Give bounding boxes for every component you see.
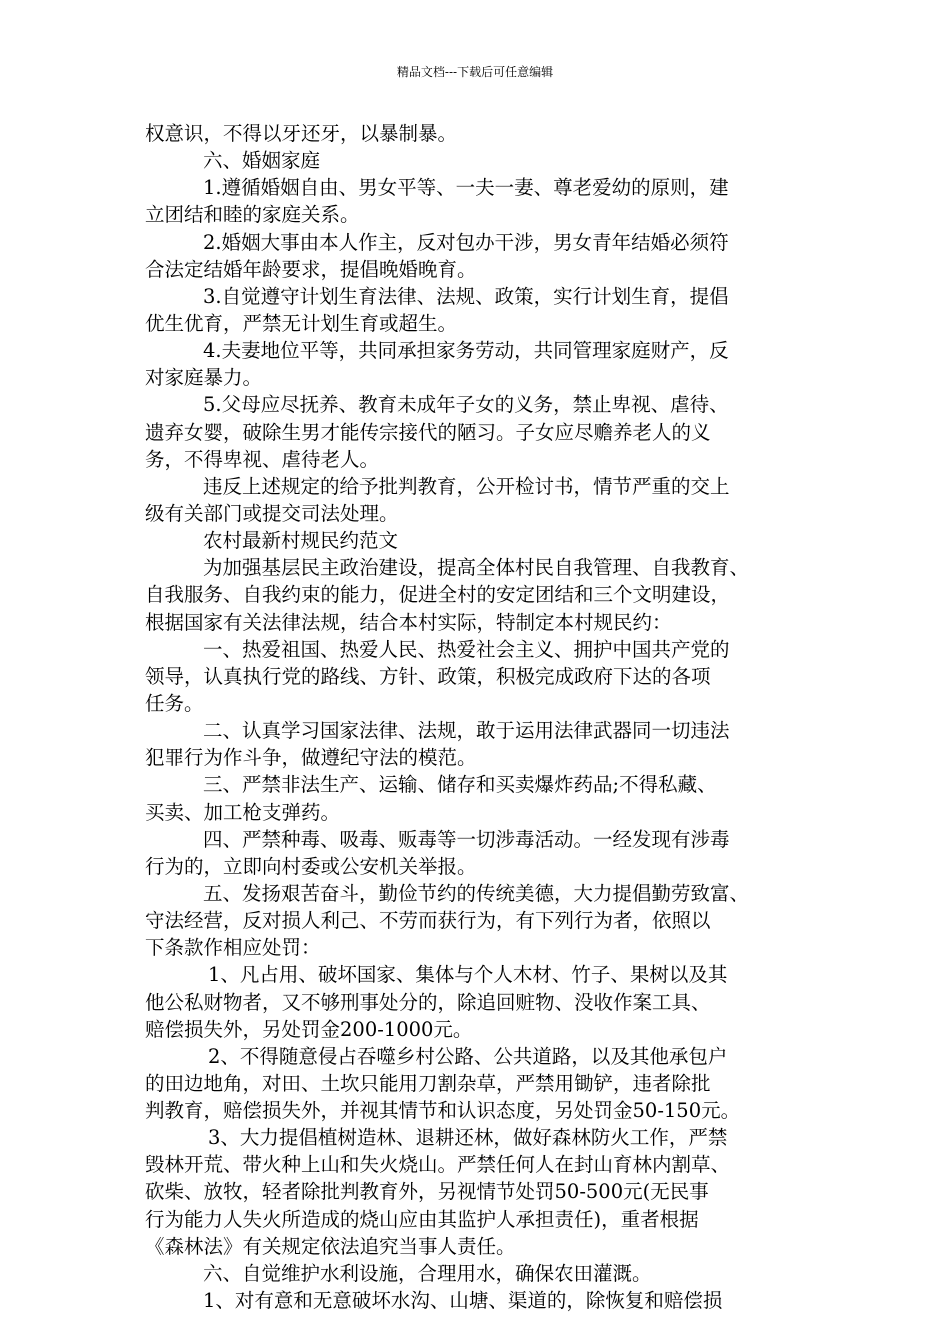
text-line: 任务。	[145, 691, 204, 715]
text-line: 行为能力人失火所造成的烧山应由其监护人承担责任)，重者根据	[145, 1207, 699, 1231]
text-line: 2.婚姻大事由本人作主，反对包办干涉，男女青年结婚必须符	[203, 230, 729, 254]
text-line: 下条款作相应处罚：	[145, 936, 321, 960]
text-line: 为加强基层民主政治建设，提高全体村民自我管理、自我教育、	[203, 556, 750, 580]
text-line: 买卖、加工枪支弹药。	[145, 800, 341, 824]
text-line: 优生优育，严禁无计划生育或超生。	[145, 311, 458, 335]
text-line: 犯罪行为作斗争，做遵纪守法的模范。	[145, 746, 477, 770]
text-line: 5.父母应尽抚养、教育未成年子女的义务，禁止卑视、虐待、	[203, 393, 729, 417]
text-line: 守法经营，反对损人利己、不劳而获行为，有下列行为者，依照以	[145, 909, 711, 933]
text-line: 他公私财物者，又不够刑事处分的，除追回赃物、没收作案工具、	[145, 990, 711, 1014]
text-line: 违反上述规定的给予批判教育，公开检讨书，情节严重的交上	[203, 474, 730, 498]
text-line: 对家庭暴力。	[145, 366, 263, 390]
text-line: 根据国家有关法律法规，结合本村实际，特制定本村规民约：	[145, 610, 672, 634]
text-line: 1.遵循婚姻自由、男女平等、一夫一妻、尊老爱幼的原则，建	[203, 176, 729, 200]
text-line: 五、发扬艰苦奋斗，勤俭节约的传统美德，大力提倡勤劳致富、	[203, 881, 750, 905]
text-line: 领导，认真执行党的路线、方针、政策，积极完成政府下达的各项	[145, 664, 711, 688]
text-line: 农村最新村规民约范文	[203, 529, 399, 553]
text-line: 2、不得随意侵占吞噬乡村公路、公共道路，以及其他承包户	[208, 1044, 728, 1068]
text-line: 的田边地角，对田、土坎只能用刀割杂草，严禁用锄铲，违者除批	[145, 1071, 711, 1095]
text-line: 3、大力提倡植树造林、退耕还林，做好森林防火工作，严禁	[208, 1126, 728, 1150]
text-line: 4.夫妻地位平等，共同承担家务劳动，共同管理家庭财产，反	[203, 339, 729, 363]
text-line: 立团结和睦的家庭关系。	[145, 203, 360, 227]
text-line: 六、婚姻家庭	[203, 149, 321, 173]
text-line: 行为的，立即向村委或公安机关举报。	[145, 854, 477, 878]
text-line: 权意识，不得以牙还牙，以暴制暴。	[145, 122, 458, 145]
document-body	[145, 120, 805, 1314]
text-line: 赔偿损失外，另处罚金200-1000元。	[145, 1017, 473, 1041]
text-line: 3.自觉遵守计划生育法律、法规、政策，实行计划生育，提倡	[203, 284, 729, 308]
text-line: 级有关部门或提交司法处理。	[145, 501, 399, 525]
text-line: 毁林开荒、带火种上山和失火烧山。严禁任何人在封山育林内割草、	[145, 1153, 731, 1177]
text-line: 务，不得卑视、虐待老人。	[145, 447, 380, 471]
text-line: 《森林法》有关规定依法追究当事人责任。	[145, 1234, 516, 1258]
text-line: 六、自觉维护水利设施，合理用水，确保农田灌溉。	[203, 1261, 652, 1285]
text-line: 四、严禁种毒、吸毒、贩毒等一切涉毒活动。一经发现有涉毒	[203, 827, 730, 851]
text-line: 砍柴、放牧，轻者除批判教育外，另视情节处罚50-500元(无民事	[145, 1180, 709, 1204]
text-line: 自我服务、自我约束的能力，促进全村的安定团结和三个文明建设，	[145, 583, 731, 607]
page-header: 精品文档---下载后可任意编辑	[396, 65, 554, 79]
text-line: 二、认真学习国家法律、法规，敢于运用法律武器同一切违法	[203, 719, 730, 743]
text-line: 1、凡占用、破坏国家、集体与个人木材、竹子、果树以及其	[208, 963, 728, 987]
text-line: 遗弃女婴，破除生男才能传宗接代的陋习。子女应尽赡养老人的义	[145, 420, 711, 444]
text-line: 1、对有意和无意破坏水沟、山塘、渠道的，除恢复和赔偿损	[203, 1289, 723, 1313]
text-line: 一、热爱祖国、热爱人民、热爱社会主义、拥护中国共产党的	[203, 637, 730, 661]
text-line: 合法定结婚年龄要求，提倡晚婚晚育。	[145, 257, 477, 281]
text-line: 判教育，赔偿损失外，并视其情节和认识态度，另处罚金50-150元。	[145, 1099, 741, 1123]
text-line: 三、严禁非法生产、运输、储存和买卖爆炸药品;不得私藏、	[203, 773, 717, 797]
